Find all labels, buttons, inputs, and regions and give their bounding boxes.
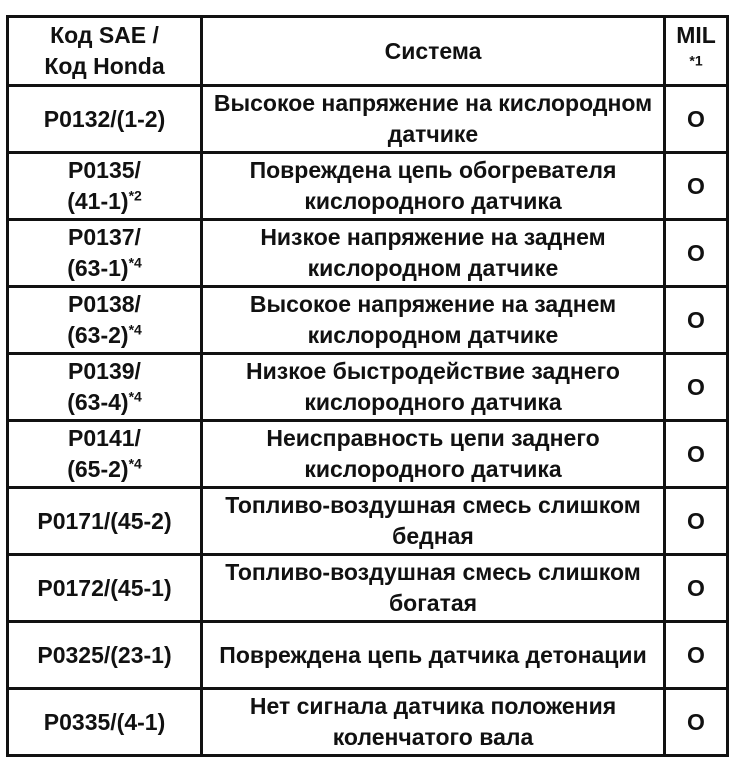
- table-row: [8, 689, 728, 756]
- cell-mil: O: [665, 86, 728, 153]
- table-row: [8, 86, 728, 153]
- cell-mil: O: [665, 689, 728, 756]
- table-row: [8, 153, 728, 220]
- cell-code: [8, 622, 202, 689]
- header-code: [8, 17, 202, 86]
- table-row: [8, 287, 728, 354]
- cell-system: Низкое быстродействие заднего кислородного датчика: [202, 354, 665, 421]
- code-honda: [15, 387, 194, 418]
- code-sae: P0135/: [68, 157, 141, 183]
- cell-system: Топливо-воздушная смесь слишком богатая: [202, 555, 665, 622]
- code-sae: P0335/(4-1): [43, 708, 166, 735]
- code-sae: P0141/: [68, 425, 141, 451]
- code-sae: P0325/(23-1): [37, 641, 172, 668]
- header-mil: [665, 17, 728, 86]
- header-mil-label: MIL: [676, 22, 716, 48]
- cell-code: [8, 354, 202, 421]
- cell-mil: O: [665, 220, 728, 287]
- cell-mil: O: [665, 488, 728, 555]
- cell-system: Нет сигнала датчика положения коленчатого вала: [202, 689, 665, 756]
- cell-code: [8, 220, 202, 287]
- code-honda-text: (41-1): [67, 188, 129, 214]
- code-honda: [15, 253, 194, 284]
- code-sae: P0137/: [68, 224, 141, 250]
- cell-code: [8, 287, 202, 354]
- footnote-marker: *4: [128, 321, 142, 338]
- cell-system: Повреждена цепь обогревателя кислородного датчика: [202, 153, 665, 220]
- code-sae: P0171/(45-2): [37, 507, 172, 534]
- header-system: Система: [202, 17, 665, 86]
- code-sae: P0138/: [68, 291, 141, 317]
- table-row: [8, 555, 728, 622]
- cell-code: [8, 555, 202, 622]
- table-row: [8, 220, 728, 287]
- header-code-honda: Код Honda: [44, 53, 165, 79]
- code-sae: P0132/(1-2): [43, 105, 166, 132]
- cell-system: Топливо-воздушная смесь слишком бедная: [202, 488, 665, 555]
- cell-system: Неисправность цепи заднего кислородного датчика: [202, 421, 665, 488]
- table-body: [8, 86, 728, 756]
- code-honda-text: (63-1): [67, 255, 129, 281]
- cell-mil: O: [665, 555, 728, 622]
- code-sae: P0172/(45-1): [37, 574, 172, 601]
- cell-system: Высокое напряжение на заднем кислородном датчике: [202, 287, 665, 354]
- cell-code: [8, 488, 202, 555]
- table-header-row: [8, 17, 728, 86]
- cell-code: [8, 86, 202, 153]
- footnote-marker: *4: [128, 455, 142, 472]
- code-honda: [15, 320, 194, 351]
- cell-system: Низкое напряжение на заднем кислородном датчике: [202, 220, 665, 287]
- cell-system: Высокое напряжение на кислородном датчике: [202, 86, 665, 153]
- footnote-marker: *4: [128, 254, 142, 271]
- code-honda-text: (63-2): [67, 322, 129, 348]
- code-sae: P0139/: [68, 358, 141, 384]
- header-code-sae: Код SAE /: [50, 22, 159, 48]
- cell-mil: O: [665, 153, 728, 220]
- dtc-table: [6, 15, 729, 757]
- cell-code: [8, 421, 202, 488]
- footnote-marker: *4: [128, 388, 142, 405]
- cell-code: [8, 689, 202, 756]
- cell-system: Повреждена цепь датчика детонации: [202, 622, 665, 689]
- cell-mil: O: [665, 287, 728, 354]
- cell-mil: O: [665, 354, 728, 421]
- cell-mil: O: [665, 421, 728, 488]
- footnote-marker: *2: [128, 187, 142, 204]
- header-mil-note: *1: [689, 52, 703, 69]
- table-row: [8, 622, 728, 689]
- table-row: [8, 354, 728, 421]
- table-row: [8, 421, 728, 488]
- code-honda: [15, 454, 194, 485]
- code-honda-text: (65-2): [67, 456, 129, 482]
- table-row: [8, 488, 728, 555]
- cell-mil: O: [665, 622, 728, 689]
- code-honda-text: (63-4): [67, 389, 129, 415]
- cell-code: [8, 153, 202, 220]
- code-honda: [15, 186, 194, 217]
